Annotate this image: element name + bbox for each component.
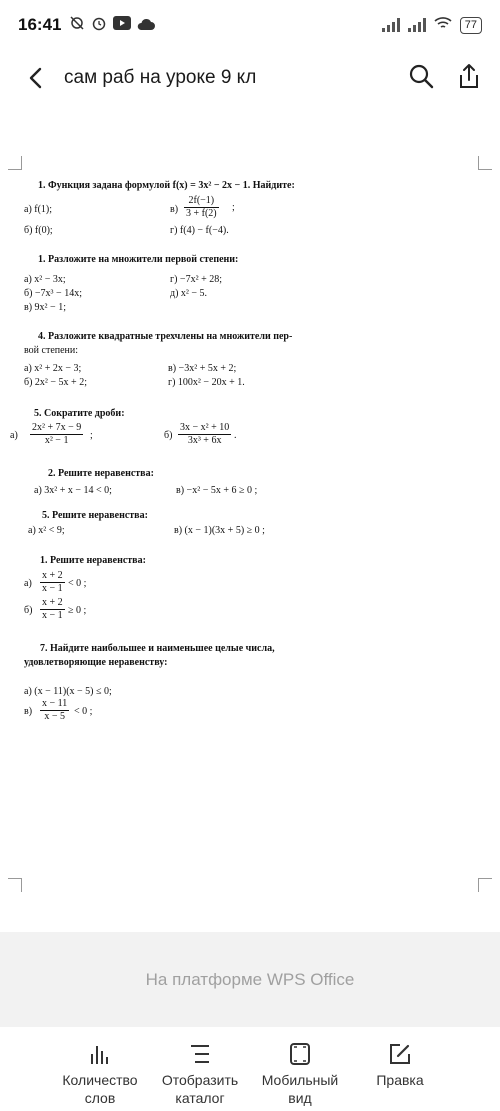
task-item: в) −x² − 5x + 6 ≥ 0 ; — [176, 485, 258, 496]
task-item: а) 3x² + x − 14 < 0; — [34, 485, 112, 496]
fraction-numerator: x + 2 — [42, 570, 63, 581]
fraction-denominator: x − 5 — [44, 711, 65, 722]
task-item: а) f(1); — [24, 204, 53, 215]
page-corner-mark — [8, 878, 22, 892]
status-bar — [0, 0, 500, 50]
task-heading: 1. Разложите на множители первой степени: — [38, 254, 239, 265]
task-item: б) 2x² − 5x + 2; — [24, 377, 87, 388]
fraction — [176, 422, 233, 447]
page-corner-mark — [8, 156, 22, 170]
task-item-label: в) — [170, 204, 179, 215]
list-icon — [188, 1042, 212, 1066]
punctuation: ; — [232, 202, 235, 213]
task-item: б) f(0); — [24, 225, 53, 236]
task-heading: 1. Функция задана формулой f(x) = 3x² − 2x − 1. Найдите: — [38, 180, 295, 191]
signal-1-icon — [382, 18, 400, 32]
fraction-denominator: x² − 1 — [44, 435, 69, 446]
mobile-view-button[interactable] — [255, 1027, 345, 1111]
task-heading: 1. Решите неравенства: — [40, 555, 146, 566]
task-item: в) (x − 1)(3x + 5) ≥ 0 ; — [174, 525, 265, 536]
document-page[interactable] — [0, 140, 500, 900]
fraction — [38, 570, 67, 595]
task-item: г) −7x² + 28; — [170, 274, 222, 285]
fraction-numerator: x + 2 — [42, 597, 63, 608]
task-item: а) (x − 11)(x − 5) ≤ 0; — [24, 686, 112, 697]
page-corner-mark — [478, 878, 492, 892]
task-item-label: а) — [10, 430, 18, 441]
app-header — [0, 50, 500, 106]
task-item-label: б) — [24, 605, 33, 616]
bottom-toolbar — [0, 1027, 500, 1111]
show-catalog-button[interactable] — [155, 1027, 245, 1111]
fraction-denominator: 3 + f(2) — [186, 208, 217, 219]
mobile-view-label: Мобильный вид — [261, 1072, 339, 1106]
wifi-icon — [434, 16, 452, 34]
task-item: г) 100x² − 20x + 1. — [168, 377, 245, 388]
task-heading: 2. Решите неравенства: — [48, 468, 154, 479]
fraction-denominator: 3x³ + 6x — [187, 435, 222, 446]
back-button[interactable] — [20, 63, 50, 93]
youtube-icon — [113, 16, 131, 34]
word-count-label: Количество слов — [62, 1072, 138, 1106]
task-item: в) −3x² + 5x + 2; — [168, 363, 237, 374]
task-heading: 4. Разложите квадратные трехчлены на множители пер- — [38, 331, 293, 342]
task-heading: 5. Решите неравенства: — [42, 510, 148, 521]
word-count-button[interactable] — [55, 1027, 145, 1111]
task-item: б) −7x³ − 14x; — [24, 288, 82, 299]
edit-label: Правка — [376, 1072, 424, 1088]
status-time: 16:41 — [18, 15, 62, 34]
fraction-numerator: 2f(−1) — [184, 195, 219, 208]
fraction — [28, 422, 85, 447]
task-item-tail: ≥ 0 ; — [68, 605, 87, 616]
fraction — [38, 698, 71, 723]
mute-alarm-icon — [69, 15, 85, 35]
task-item-label: а) — [24, 578, 32, 589]
task-item-label: б) — [164, 430, 173, 441]
bar-chart-icon — [88, 1042, 112, 1066]
edit-icon — [388, 1042, 412, 1066]
platform-banner — [0, 932, 500, 1027]
fraction — [182, 195, 221, 220]
chevron-left-icon — [28, 67, 42, 89]
fraction-numerator: 2x² + 7x − 9 — [32, 422, 82, 433]
search-button[interactable] — [408, 63, 434, 94]
task-heading-continuation: удовлетворяющие неравенству: — [24, 657, 168, 668]
punctuation: . — [234, 430, 237, 441]
share-button[interactable] — [458, 63, 480, 94]
task-heading-continuation: вой степени: — [24, 345, 79, 356]
task-item: а) x² < 9; — [28, 525, 65, 536]
task-item: в) 9x² − 1; — [24, 302, 66, 313]
task-item-tail: < 0 ; — [68, 578, 87, 589]
cloud-icon — [137, 17, 155, 34]
task-item-tail: < 0 ; — [74, 706, 93, 717]
task-item: г) f(4) − f(−4). — [170, 225, 229, 236]
fraction-denominator: x − 1 — [42, 583, 63, 594]
fraction-denominator: x − 1 — [42, 610, 63, 621]
task-heading: 7. Найдите наибольшее и наименьшее целые числа, — [40, 643, 275, 654]
fraction-numerator: x − 11 — [42, 698, 68, 709]
punctuation: ; — [90, 430, 93, 441]
fraction — [38, 597, 67, 622]
task-item-label: в) — [24, 706, 33, 717]
task-item: д) x² − 5. — [170, 288, 208, 299]
battery-icon: 77 — [460, 17, 482, 34]
fraction-numerator: 3x − x² + 10 — [180, 422, 230, 433]
signal-2-icon — [408, 18, 426, 32]
task-item: а) x² − 3x; — [24, 274, 66, 285]
edit-button[interactable] — [355, 1027, 445, 1111]
mobile-view-icon — [288, 1042, 312, 1066]
alarm-clock-icon — [91, 15, 107, 35]
platform-text: На платформе WPS Office — [145, 969, 355, 989]
document-title: сам раб на уроке 9 кл — [64, 67, 257, 88]
task-heading: 5. Сократите дроби: — [34, 408, 125, 419]
share-icon — [458, 63, 480, 89]
page-corner-mark — [478, 156, 492, 170]
show-catalog-label: Отобразить каталог — [161, 1072, 239, 1106]
task-item: а) x² + 2x − 3; — [24, 363, 82, 374]
search-icon — [408, 63, 434, 89]
